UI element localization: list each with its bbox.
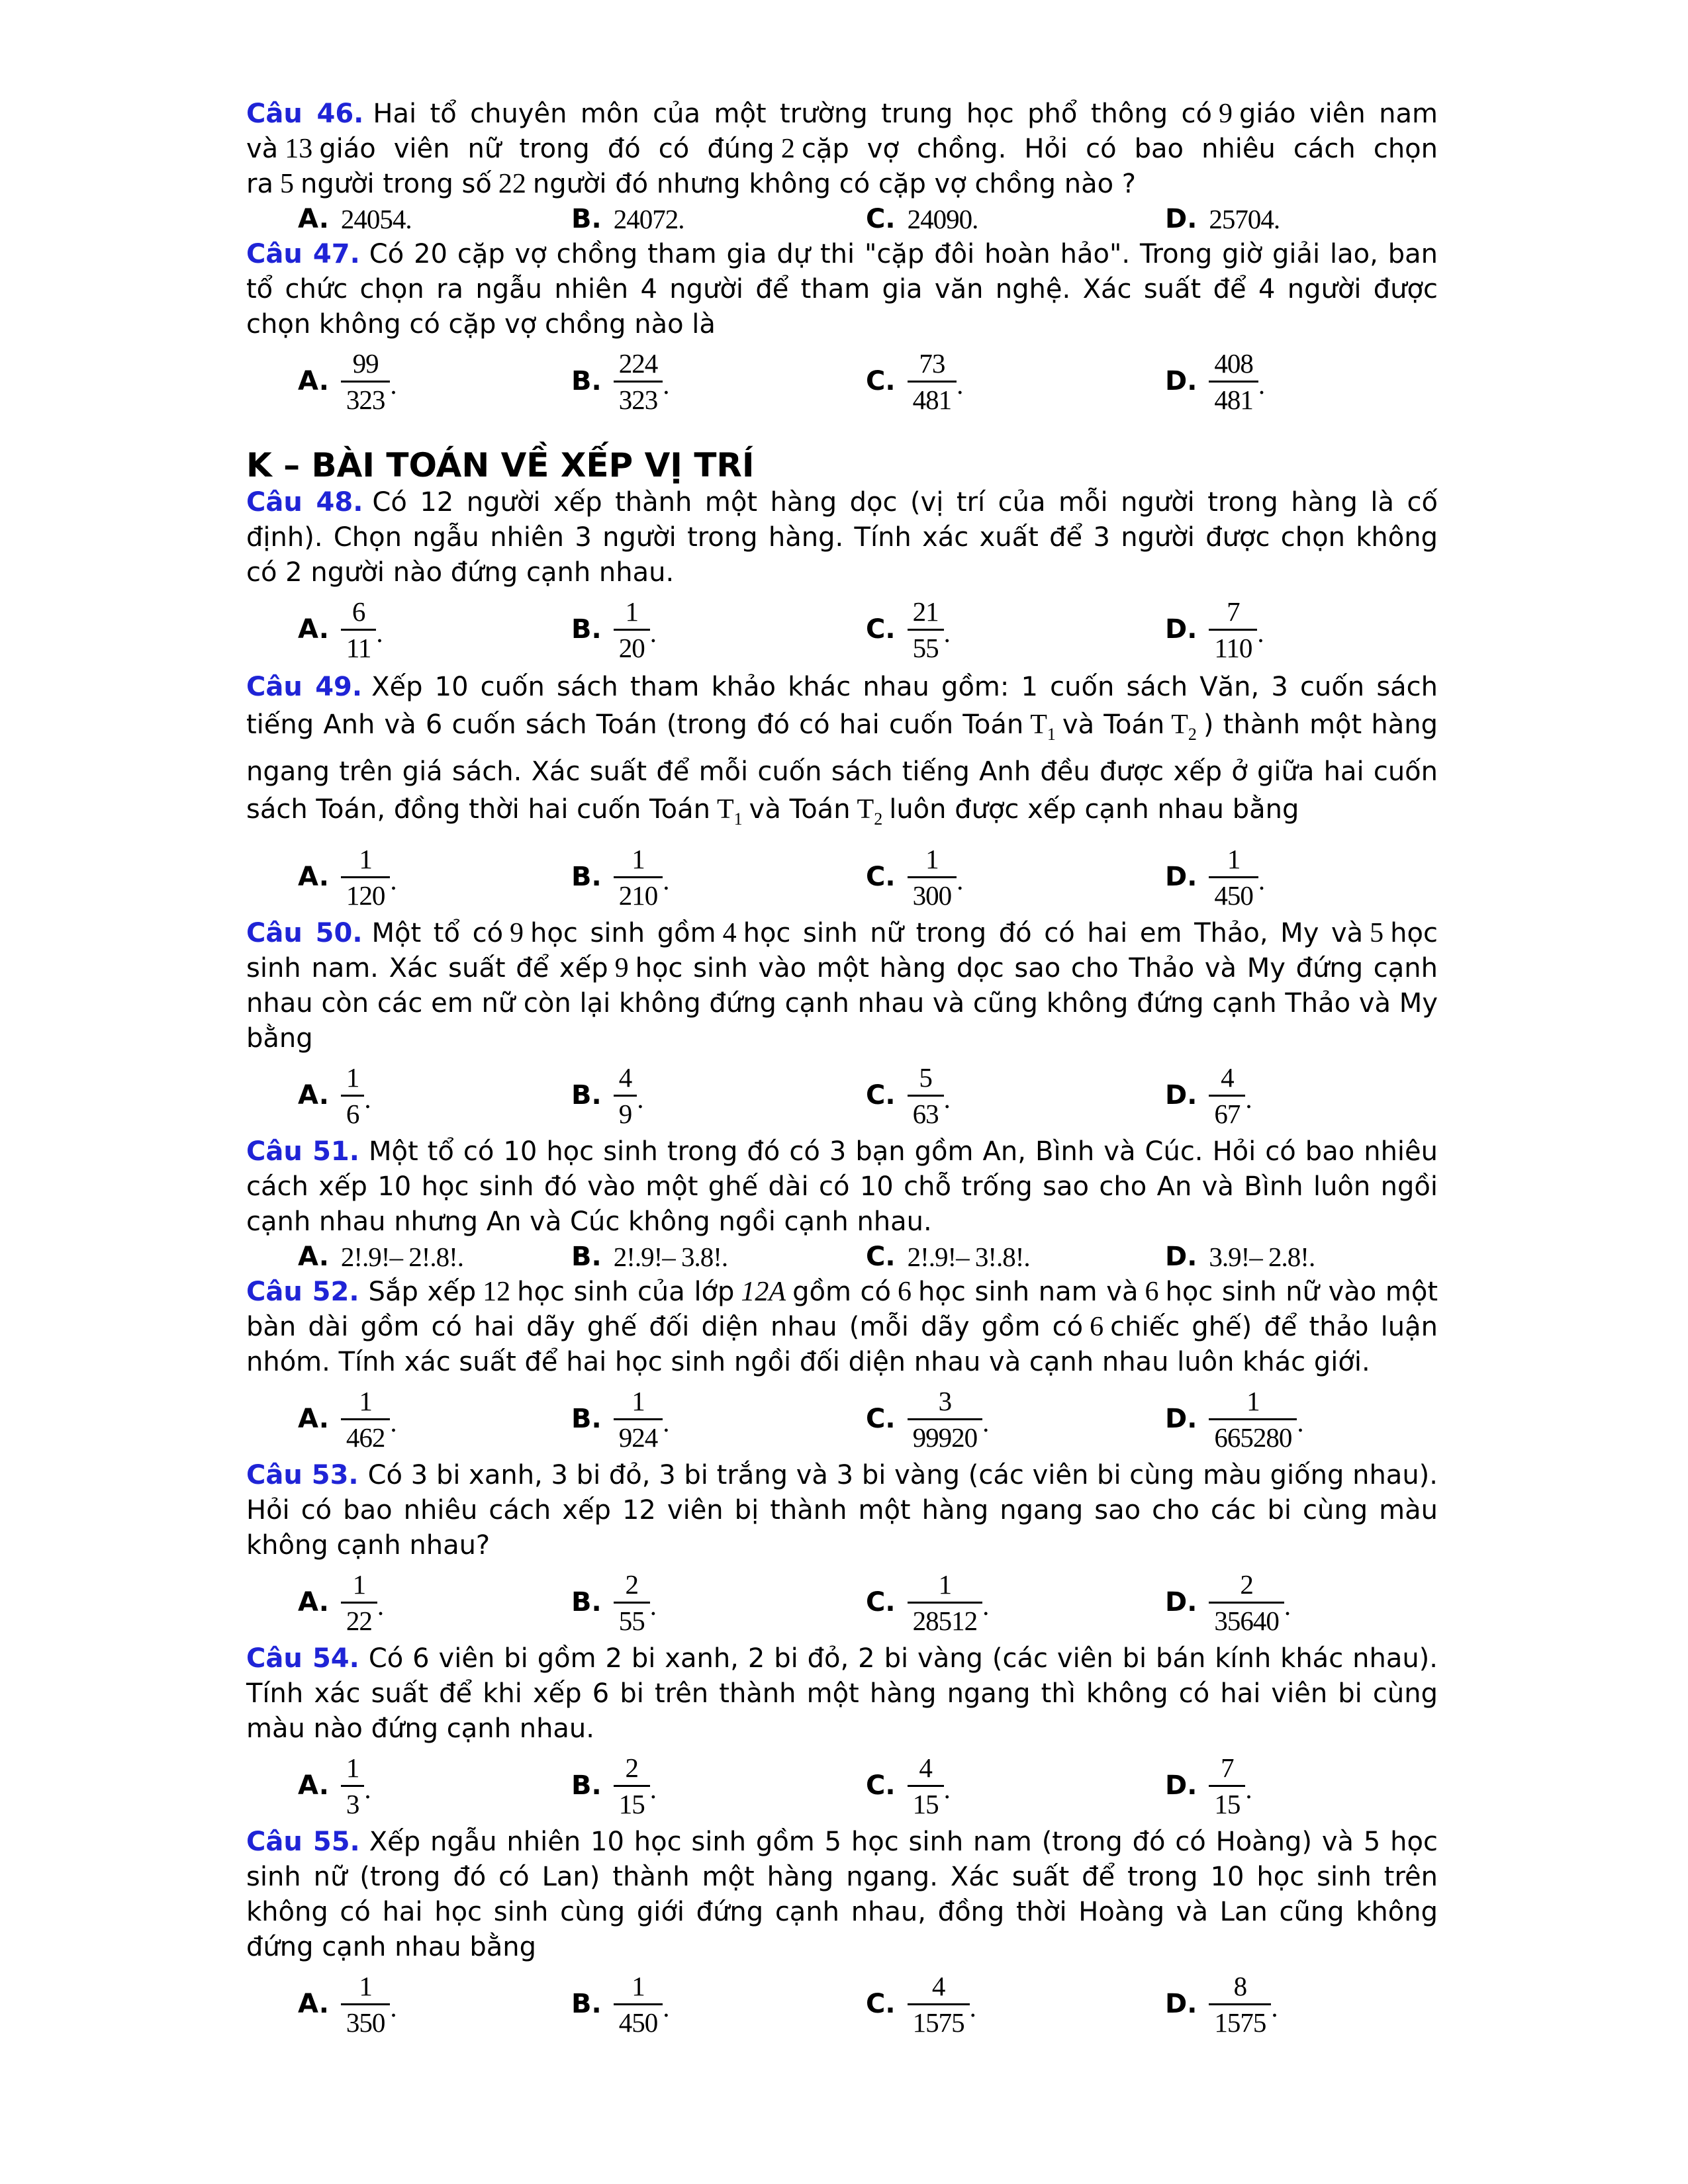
option-b[interactable]: B. $\frac{4}{9}$ .	[571, 1060, 866, 1131]
denominator: 22	[341, 1602, 377, 1638]
text-segment: và Toán	[749, 794, 851, 825]
option-letter: B.	[571, 1079, 602, 1111]
denominator: 450	[614, 2003, 663, 2040]
math-class-name: 12A	[741, 1277, 786, 1307]
math-number: 12	[483, 1277, 511, 1307]
option-letter: B.	[571, 1988, 602, 2019]
numerator: 1	[352, 1569, 366, 1600]
option-letter: C.	[866, 204, 896, 234]
math-number: 22	[498, 169, 526, 199]
text-segment: Một tổ có 10 học sinh trong đó có 3 bạn gồm An, Bình và Cúc. Hỏi có bao nhiêu cách xếp 10 học sinh đó vào một ghế dài có 10 chỗ trống sao cho An và Bình luôn ngồi cạnh nhau nhưng An và Cúc không ngồi cạnh nhau.	[246, 1136, 1438, 1237]
option-a[interactable]: A. $\frac{1}{350}$ .	[298, 1969, 571, 2040]
option-letter: A.	[298, 1242, 329, 1272]
option-c[interactable]	[866, 1240, 1165, 1275]
fraction	[1209, 1060, 1245, 1131]
question-53	[246, 1458, 1438, 1641]
question-label: Câu 55.	[246, 1827, 360, 1857]
option-letter: D.	[1165, 1242, 1197, 1272]
option-letter: C.	[866, 614, 896, 645]
text-segment: Có 20 cặp vợ chồng tham gia dự thi "cặp đôi hoàn hảo". Trong giờ giải lao, ban tổ chức chọn ra ngẫu nhiên 4 người để tham gia văn nghệ. Xác suất để 4 người được chọn không có cặp vợ chồng nào là	[246, 239, 1438, 340]
denominator: 462	[341, 1418, 391, 1455]
fraction	[908, 1567, 983, 1638]
text-segment: giáo viên nam và	[246, 99, 1438, 164]
denominator: 15	[614, 1785, 650, 1821]
numerator: 1	[632, 1970, 645, 2001]
question-text	[246, 1275, 1438, 1380]
numerator: 1	[632, 1385, 645, 1416]
question-text	[246, 1134, 1438, 1240]
answer-options	[298, 342, 1438, 420]
text-segment: cặp vợ chồng. Hỏi có bao nhiêu cách chọn ra	[246, 134, 1438, 199]
question-label: Câu 46.	[246, 99, 364, 129]
denominator: 11	[341, 629, 376, 665]
option-letter: B.	[571, 1586, 602, 1617]
math-number: 9	[614, 953, 629, 983]
denominator: 9	[614, 1095, 637, 1131]
fraction	[614, 1384, 663, 1455]
option-letter: C.	[866, 1988, 896, 2019]
denominator: 6	[341, 1095, 365, 1131]
question-52	[246, 1275, 1438, 1458]
fraction	[614, 1567, 650, 1638]
text-segment: học sinh của lớp	[517, 1277, 735, 1307]
option-d[interactable]: D. $\frac{1}{450}$ .	[1165, 842, 1364, 913]
answer-options	[298, 1747, 1438, 1825]
math-number: 2	[780, 134, 795, 164]
math-symbol: T	[1030, 709, 1047, 740]
option-letter: A.	[298, 861, 329, 892]
fraction	[614, 842, 663, 913]
option-value: 24072.	[613, 204, 684, 234]
denominator: 323	[341, 381, 391, 417]
denominator: 55	[614, 1602, 650, 1638]
option-letter: C.	[866, 1242, 896, 1272]
denominator: 110	[1209, 629, 1257, 665]
text-segment: Có 3 bi xanh, 3 bi đỏ, 3 bi trắng và 3 bi vàng (các viên bi cùng màu giống nhau). Hỏi có bao nhiêu cách xếp 12 viên bị thành một hàng ngang sao cho các bi cùng màu không cạnh nhau?	[246, 1460, 1438, 1561]
answer-options	[298, 1240, 1438, 1275]
math-number: 5	[1370, 918, 1384, 948]
question-label: Câu 48.	[246, 487, 363, 518]
worksheet-page	[246, 97, 1438, 2043]
fraction	[908, 594, 944, 665]
option-value: 3.9!– 2.8!.	[1209, 1242, 1315, 1272]
option-letter: C.	[866, 1079, 896, 1111]
option-letter: A.	[298, 365, 329, 396]
numerator: 1	[359, 1970, 372, 2001]
fraction	[1209, 1567, 1284, 1638]
option-b[interactable]: B. $\frac{1}{210}$ .	[571, 842, 866, 913]
option-c[interactable]: C. $\frac{5}{63}$ .	[866, 1060, 1165, 1131]
denominator: 28512	[908, 1602, 983, 1638]
math-subscript: 1	[733, 809, 743, 829]
denominator: 55	[908, 629, 944, 665]
denominator: 99920	[908, 1418, 983, 1455]
fraction	[1209, 1969, 1271, 2040]
option-a[interactable]: A. $\frac{1}{22}$ .	[298, 1567, 571, 1638]
option-letter: B.	[571, 204, 602, 234]
option-letter: A.	[298, 1770, 329, 1801]
fraction	[341, 842, 391, 913]
option-d[interactable]: D. $\frac{8}{1575}$ .	[1165, 1969, 1364, 2040]
numerator: 1	[938, 1569, 952, 1600]
fraction	[908, 1969, 970, 2040]
option-letter: B.	[571, 861, 602, 892]
denominator: 1575	[1209, 2003, 1271, 2040]
denominator: 924	[614, 1418, 663, 1455]
denominator: 1575	[908, 2003, 970, 2040]
question-48	[246, 485, 1438, 668]
option-value: 2!.9!– 3.8!.	[613, 1242, 728, 1272]
fraction	[614, 594, 650, 665]
option-letter: A.	[298, 614, 329, 645]
option-d[interactable]: D. $\frac{7}{15}$ .	[1165, 1751, 1364, 1821]
numerator: 7	[1227, 596, 1240, 627]
option-a[interactable]	[298, 202, 571, 237]
text-segment: Có 6 viên bi gồm 2 bi xanh, 2 bi đỏ, 2 bi vàng (các viên bi bán kính khác nhau). Tính xác suất để khi xếp 6 bi trên thành một hàng ngang thì không có hai viên bi cùng màu nào đứng cạnh nhau.	[246, 1643, 1438, 1744]
fraction	[341, 1060, 365, 1131]
denominator: 350	[341, 2003, 391, 2040]
answer-options	[298, 1965, 1438, 2043]
numerator: 2	[1240, 1569, 1253, 1600]
numerator: 8	[1233, 1970, 1247, 2001]
math-number: 6	[898, 1277, 912, 1307]
numerator: 4	[1221, 1062, 1234, 1093]
numerator: 1	[346, 1752, 359, 1783]
fraction	[908, 1384, 983, 1455]
denominator: 210	[614, 876, 663, 913]
option-d[interactable]: D. $\frac{2}{35640}$ .	[1165, 1567, 1364, 1638]
math-t2	[1164, 709, 1203, 744]
option-d[interactable]	[1165, 1240, 1364, 1275]
section-heading: K – BÀI TOÁN VỀ XẾP VỊ TRÍ	[246, 446, 755, 484]
text-segment: Xếp 10 cuốn sách tham khảo khác nhau gồm: 1 cuốn sách Văn, 3 cuốn sách tiếng Anh và 6 cuốn sách Toán (trong đó có hai cuốn Toán	[246, 672, 1438, 740]
option-letter: D.	[1165, 1079, 1197, 1111]
denominator: 15	[1209, 1785, 1245, 1821]
numerator: 7	[1221, 1752, 1234, 1783]
option-b[interactable]	[571, 1240, 866, 1275]
option-letter: D.	[1165, 1586, 1197, 1617]
question-text	[246, 97, 1438, 202]
fraction	[1209, 594, 1257, 665]
text-segment: giáo viên nữ trong đó có đúng	[319, 134, 774, 164]
answer-options	[298, 838, 1438, 916]
question-47	[246, 237, 1438, 420]
option-value: 25704.	[1209, 204, 1280, 234]
fraction	[341, 1969, 391, 2040]
math-number: 9	[510, 918, 524, 948]
text-segment: Sắp xếp	[368, 1277, 477, 1307]
numerator: 1	[925, 843, 939, 874]
fraction	[1209, 1384, 1297, 1455]
numerator: 2	[625, 1752, 638, 1783]
option-letter: D.	[1165, 861, 1197, 892]
math-symbol: T	[1171, 709, 1188, 740]
numerator: 4	[919, 1752, 932, 1783]
option-d[interactable]: D. $\frac{408}{481}$ .	[1165, 346, 1364, 417]
option-letter: A.	[298, 1586, 329, 1617]
option-letter: A.	[298, 1988, 329, 2019]
option-a[interactable]: A. $\frac{99}{323}$ .	[298, 346, 571, 417]
question-label: Câu 49.	[246, 672, 363, 702]
option-a[interactable]: A. $\frac{1}{6}$ .	[298, 1060, 571, 1131]
option-letter: B.	[571, 1403, 602, 1434]
text-segment: luôn được xếp cạnh nhau bằng	[889, 794, 1299, 825]
text-segment: học sinh nam và	[918, 1277, 1139, 1307]
fraction	[614, 1751, 650, 1821]
fraction	[341, 594, 376, 665]
math-t1	[710, 794, 749, 829]
option-d[interactable]	[1165, 202, 1364, 237]
text-segment: học sinh nữ vào một bàn dài gồm có hai dãy ghế đối diện nhau (mỗi dãy gồm có	[246, 1277, 1438, 1342]
denominator: 15	[908, 1785, 944, 1821]
option-d[interactable]: D. $\frac{7}{110}$ .	[1165, 594, 1364, 665]
denominator: 665280	[1209, 1418, 1297, 1455]
denominator: 3	[341, 1785, 365, 1821]
fraction	[908, 1751, 944, 1821]
question-51	[246, 1134, 1438, 1275]
numerator: 408	[1214, 347, 1253, 379]
numerator: 5	[919, 1062, 932, 1093]
denominator: 481	[1209, 381, 1258, 417]
option-a[interactable]	[298, 1240, 571, 1275]
numerator: 99	[352, 347, 379, 379]
numerator: 1	[625, 596, 638, 627]
option-c[interactable]: C. $\frac{3}{99920}$ .	[866, 1384, 1165, 1455]
fraction	[908, 346, 957, 417]
text-segment: gồm có	[792, 1277, 892, 1307]
option-b[interactable]: B. $\frac{1}{450}$ .	[571, 1969, 866, 2040]
option-letter: D.	[1165, 365, 1197, 396]
numerator: 1	[359, 1385, 372, 1416]
option-b[interactable]: B. $\frac{2}{55}$ .	[571, 1567, 866, 1638]
math-number: 13	[285, 134, 313, 164]
text-segment: chiếc ghế) để thảo luận nhóm. Tính xác suất để hai học sinh ngồi đối diện nhau và cạnh nhau luôn khác giới.	[246, 1312, 1438, 1377]
text-segment: học sinh vào một hàng dọc sao cho Thảo và My đứng cạnh nhau còn các em nữ còn lại không đứng cạnh nhau và cũng không đứng cạnh Thảo và My bằng	[246, 953, 1438, 1054]
question-46	[246, 97, 1438, 237]
question-55	[246, 1825, 1438, 2043]
fraction	[1209, 1751, 1245, 1821]
fraction	[341, 1384, 391, 1455]
option-value: 24090.	[907, 204, 978, 234]
option-letter: D.	[1165, 1988, 1197, 2019]
text-segment: Hai tổ chuyên môn của một trường trung học phổ thông có	[373, 99, 1213, 129]
option-c[interactable]: C. $\frac{1}{28512}$ .	[866, 1567, 1165, 1638]
text-segment: học sinh gồm	[530, 918, 716, 948]
math-number: 6	[1145, 1277, 1159, 1307]
option-letter: C.	[866, 1403, 896, 1434]
fraction	[908, 842, 957, 913]
denominator: 450	[1209, 876, 1258, 913]
question-text	[246, 237, 1438, 342]
question-label: Câu 54.	[246, 1643, 359, 1674]
math-number: 6	[1090, 1312, 1104, 1342]
math-symbol: T	[717, 794, 734, 825]
math-number: 9	[1219, 99, 1233, 129]
question-text	[246, 1825, 1438, 1965]
math-number: 4	[722, 918, 737, 948]
option-letter: D.	[1165, 204, 1197, 234]
denominator: 67	[1209, 1095, 1245, 1131]
question-label: Câu 50.	[246, 918, 363, 948]
denominator: 35640	[1209, 1602, 1284, 1638]
numerator: 1	[346, 1062, 359, 1093]
text-segment: học sinh nam. Xác suất để xếp	[246, 918, 1438, 983]
option-letter: A.	[298, 1079, 329, 1111]
numerator: 2	[625, 1569, 638, 1600]
question-label: Câu 52.	[246, 1277, 359, 1307]
numerator: 4	[618, 1062, 632, 1093]
numerator: 224	[618, 347, 658, 379]
option-letter: D.	[1165, 1770, 1197, 1801]
option-b[interactable]: B. $\frac{224}{323}$ .	[571, 346, 866, 417]
answer-options	[298, 1056, 1438, 1134]
math-t1	[1023, 709, 1062, 744]
option-c[interactable]: C. $\frac{21}{55}$ .	[866, 594, 1165, 665]
text-segment: Có 12 người xếp thành một hàng dọc (vị trí của mỗi người trong hàng là cố định). Chọn ngẫu nhiên 3 người trong hàng. Tính xác xuất để 3 người được chọn không có 2 người nào đứng cạnh nhau.	[246, 487, 1438, 588]
option-letter: A.	[298, 1403, 329, 1434]
option-c[interactable]	[866, 202, 1165, 237]
text-segment: người trong số	[300, 169, 492, 199]
answer-options	[298, 1380, 1438, 1458]
option-a[interactable]: A. $\frac{1}{462}$ .	[298, 1384, 571, 1455]
text-segment: Một tổ có	[371, 918, 504, 948]
denominator: 120	[341, 876, 391, 913]
text-segment: và Toán	[1062, 709, 1165, 740]
numerator: 21	[912, 596, 939, 627]
option-letter: D.	[1165, 614, 1197, 645]
option-value: 2!.9!– 2!.8!.	[340, 1242, 464, 1272]
numerator: 1	[359, 843, 372, 874]
option-b[interactable]: B. $\frac{1}{20}$ .	[571, 594, 866, 665]
question-text	[246, 668, 1438, 838]
option-b[interactable]: B. $\frac{2}{15}$ .	[571, 1751, 866, 1821]
question-label: Câu 53.	[246, 1460, 359, 1490]
option-letter: B.	[571, 1242, 602, 1272]
question-50	[246, 916, 1438, 1134]
answer-options	[298, 590, 1438, 668]
option-a[interactable]: A. $\frac{1}{120}$ .	[298, 842, 571, 913]
option-a[interactable]: A. $\frac{1}{3}$ .	[298, 1751, 571, 1821]
option-value: 24054.	[340, 204, 412, 234]
option-c[interactable]: C. $\frac{4}{1575}$ .	[866, 1969, 1165, 2040]
denominator: 20	[614, 629, 650, 665]
option-d[interactable]: D. $\frac{4}{67}$ .	[1165, 1060, 1364, 1131]
math-number: 5	[279, 169, 294, 199]
option-letter: B.	[571, 614, 602, 645]
numerator: 1	[1227, 843, 1241, 874]
question-text	[246, 1458, 1438, 1563]
denominator: 481	[908, 381, 957, 417]
fraction	[614, 1060, 637, 1131]
option-letter: C.	[866, 861, 896, 892]
math-subscript: 2	[874, 809, 883, 829]
numerator: 6	[352, 596, 365, 627]
fraction	[614, 346, 663, 417]
option-letter: C.	[866, 365, 896, 396]
option-letter: B.	[571, 365, 602, 396]
text-segment: ) thành một hàng ngang trên giá sách. Xác suất để mỗi cuốn sách tiếng Anh đều được xếp ở giữa hai cuốn sách Toán, đồng thời hai cuốn Toán	[246, 709, 1438, 825]
math-symbol: T	[857, 794, 874, 825]
question-54	[246, 1641, 1438, 1825]
text-segment: học sinh nữ trong đó có hai em Thảo, My và	[743, 918, 1364, 948]
answer-options	[298, 1563, 1438, 1641]
option-letter: A.	[298, 204, 329, 234]
question-text	[246, 916, 1438, 1056]
fraction	[341, 346, 391, 417]
math-subscript: 1	[1047, 725, 1056, 744]
text-segment: người đó nhưng không có cặp vợ chồng nào ?	[532, 169, 1136, 199]
option-letter: C.	[866, 1586, 896, 1617]
option-letter: B.	[571, 1770, 602, 1801]
question-label: Câu 47.	[246, 239, 360, 269]
fraction	[1209, 842, 1258, 913]
math-subscript: 2	[1188, 725, 1197, 744]
fraction	[1209, 346, 1258, 417]
question-text	[246, 485, 1438, 590]
denominator: 300	[908, 876, 957, 913]
numerator: 73	[919, 347, 945, 379]
denominator: 323	[614, 381, 663, 417]
denominator: 63	[908, 1095, 944, 1131]
option-letter: D.	[1165, 1403, 1197, 1434]
fraction	[908, 1060, 944, 1131]
option-b[interactable]: B. $\frac{1}{924}$ .	[571, 1384, 866, 1455]
numerator: 3	[938, 1385, 952, 1416]
option-c[interactable]: C. $\frac{4}{15}$ .	[866, 1751, 1165, 1821]
option-d[interactable]: D. $\frac{1}{665280}$ .	[1165, 1384, 1364, 1455]
math-t2	[851, 794, 890, 829]
fraction	[614, 1969, 663, 2040]
fraction	[341, 1567, 377, 1638]
option-b[interactable]	[571, 202, 866, 237]
question-49	[246, 668, 1438, 916]
answer-options	[298, 202, 1438, 237]
text-segment: Xếp ngẫu nhiên 10 học sinh gồm 5 học sinh nam (trong đó có Hoàng) và 5 học sinh nữ (trong đó có Lan) thành một hàng ngang. Xác suất để trong 10 học sinh trên không có hai học sinh cùng giới đứng cạnh nhau, đồng thời Hoàng và Lan cũng không đứng cạnh nhau bằng	[246, 1827, 1438, 1962]
option-value: 2!.9!– 3!.8!.	[907, 1242, 1030, 1272]
option-c[interactable]: C. $\frac{1}{300}$ .	[866, 842, 1165, 913]
numerator: 4	[931, 1970, 945, 2001]
option-a[interactable]: A. $\frac{6}{11}$ .	[298, 594, 571, 665]
option-c[interactable]: C. $\frac{73}{481}$ .	[866, 346, 1165, 417]
question-text	[246, 1641, 1438, 1747]
option-letter: C.	[866, 1770, 896, 1801]
numerator: 1	[632, 843, 645, 874]
numerator: 1	[1246, 1385, 1260, 1416]
question-label: Câu 51.	[246, 1136, 359, 1167]
fraction	[341, 1751, 365, 1821]
